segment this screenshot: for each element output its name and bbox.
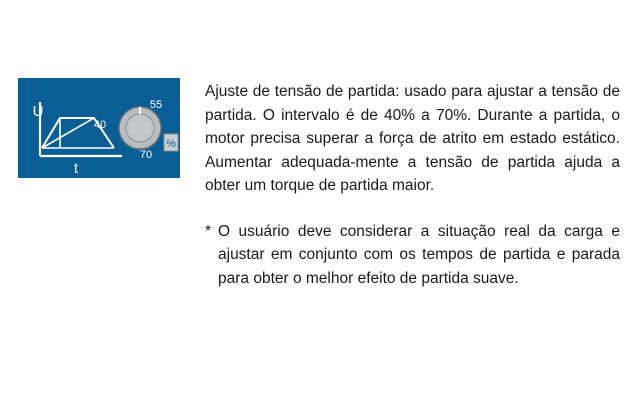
- voltage-diagram-svg: [18, 78, 180, 178]
- adjustment-knob-inner-icon: [126, 114, 154, 142]
- description-text-block: [205, 80, 620, 290]
- paragraph-user-note-wrapper: [205, 220, 620, 291]
- ramp-slope-line: [42, 118, 94, 148]
- y-axis-label: U: [32, 103, 44, 120]
- paragraph-user-note: O usuário deve considerar a situação real da carga e ajustar em conjunto com os tempos de partida e parada para obter o melhor efeito de partida suave.: [218, 222, 620, 287]
- note-marker: *: [205, 222, 212, 240]
- value-min-label: 40: [93, 119, 107, 131]
- paragraph-start-voltage: Ajuste de tensão de partida: usado para ajustar a tensão de partida. O intervalo é de 40% a 70%. Durante a partida, o motor precisa superar a força de atrito em estado estático. Aumentar adequada-mente a tensão de partida ajuda a obter um torque de partida maior.: [205, 83, 620, 195]
- percent-unit-label: %: [166, 138, 176, 150]
- value-max-label: 70: [139, 149, 153, 161]
- value-current-label: 55: [149, 99, 163, 111]
- voltage-illustration-panel: [18, 78, 180, 178]
- x-axis-label: t: [73, 160, 79, 177]
